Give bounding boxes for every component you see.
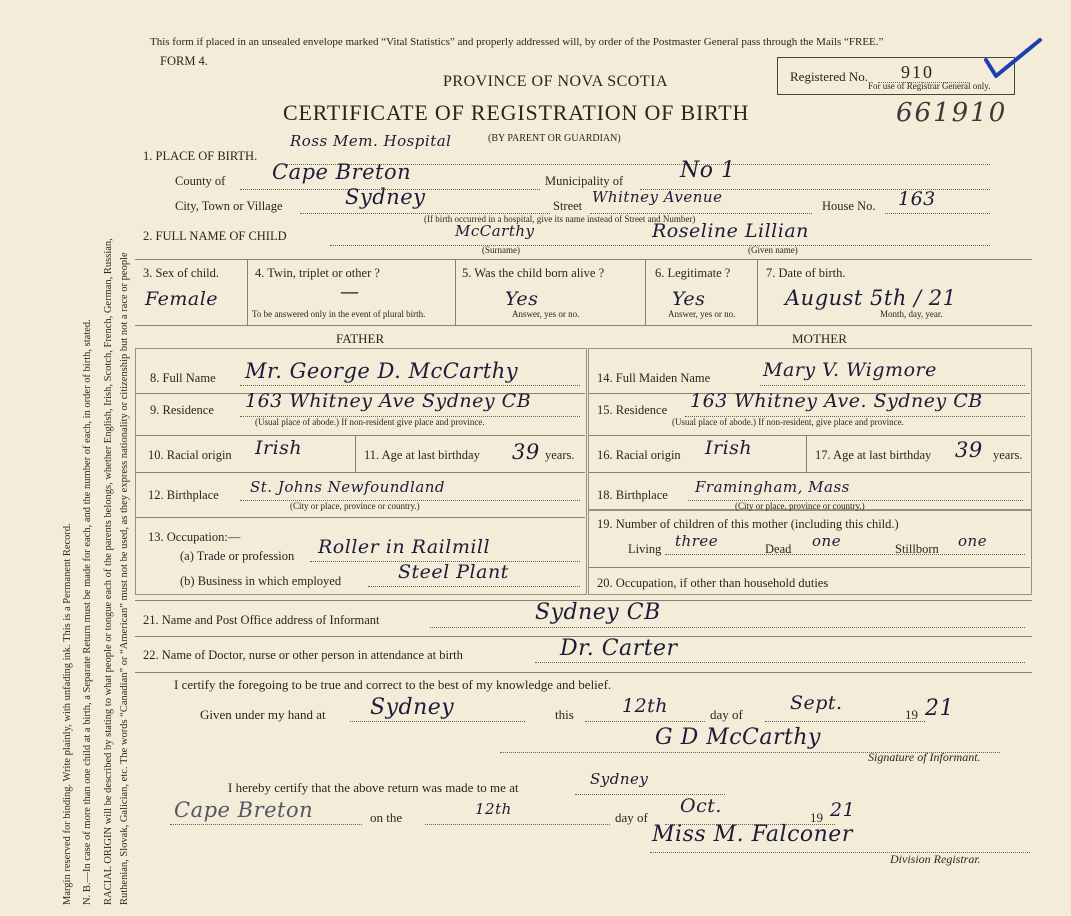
father-age-unit: years.	[545, 448, 575, 462]
alive-value: Yes	[505, 288, 539, 310]
given-day-value: 12th	[622, 695, 669, 717]
mother-birthplace-value: Framingham, Mass	[695, 478, 850, 496]
registrar-signature: Miss M. Falconer	[652, 822, 853, 847]
check-mark-icon	[982, 36, 1044, 82]
legitimate-caption: Answer, yes or no.	[668, 309, 736, 319]
registered-label: Registered No.	[790, 69, 868, 84]
father-residence-value: 163 Whitney Ave Sydney CB	[245, 390, 532, 412]
registrar-year-prefix: 19	[810, 810, 823, 825]
certificate-title: CERTIFICATE OF REGISTRATION OF BIRTH	[283, 100, 750, 125]
informant-value: Sydney CB	[535, 600, 661, 625]
mail-notice: This form if placed in an unsealed envelope marked “Vital Statistics” and properly addressed will, by order of the Postmaster General pass through the Mails “FREE.”	[150, 36, 884, 48]
registered-value: 910	[901, 62, 934, 82]
mother-residence-caption: (Usual place of abode.) If non-resident, give place and province.	[672, 417, 904, 427]
twin-label: 4. Twin, triplet or other ?	[255, 266, 380, 280]
registrar-day-value: 12th	[475, 800, 512, 818]
municipality-value: No 1	[680, 158, 736, 183]
twin-caption: To be answered only in the event of plural birth.	[252, 309, 426, 319]
place-of-birth-label: 1. PLACE OF BIRTH.	[143, 149, 258, 163]
registered-note: For use of Registrar General only.	[868, 81, 991, 91]
doctor-value: Dr. Carter	[560, 636, 678, 661]
house-no-label: House No.	[822, 199, 876, 213]
alive-caption: Answer, yes or no.	[512, 309, 580, 319]
day-of-label: day of	[710, 707, 743, 722]
child-surname-value: McCarthy	[455, 222, 535, 240]
father-business-value: Steel Plant	[398, 561, 509, 583]
child-surname-caption: (Surname)	[482, 245, 520, 255]
father-residence-caption: (Usual place of abode.) If non-resident give place and province.	[255, 417, 485, 427]
father-racial-label: 10. Racial origin	[148, 448, 232, 462]
certificate-handwritten-number: 661910	[896, 98, 1008, 128]
hospital-note: (If birth occurred in a hospital, give its name instead of Street and Number)	[424, 214, 696, 224]
county-label: County of	[175, 174, 226, 188]
mother-dead-value: one	[812, 532, 842, 550]
sex-label: 3. Sex of child.	[143, 266, 220, 280]
registered-box	[777, 57, 1015, 95]
city-label: City, Town or Village	[175, 199, 283, 213]
mother-age-value: 39	[955, 438, 983, 462]
mother-stillborn-label: Stillborn	[895, 542, 939, 556]
sex-value: Female	[145, 288, 219, 310]
doctor-label: 22. Name of Doctor, nurse or other person in attendance at birth	[143, 648, 463, 662]
given-year-value: 21	[925, 696, 954, 721]
mother-dead-label: Dead	[765, 542, 792, 556]
father-birthplace-label: 12. Birthplace	[148, 488, 219, 502]
certificate-subtitle: (BY PARENT OR GUARDIAN)	[488, 133, 621, 144]
margin-note-1: Margin reserved for binding. Write plainly, with unfading ink. This is a Permanent Record.	[62, 523, 73, 905]
house-no-value: 163	[898, 188, 936, 210]
municipality-label: Municipality of	[545, 174, 624, 188]
father-trade-label: (a) Trade or profession	[180, 549, 295, 563]
mother-occupation-label: 20. Occupation, if other than household duties	[597, 576, 829, 590]
mother-name-label: 14. Full Maiden Name	[597, 371, 711, 385]
informant-signature-caption: Signature of Informant.	[868, 750, 981, 764]
child-given-caption: (Given name)	[748, 245, 798, 255]
registrar-county-value: Cape Breton	[174, 798, 314, 822]
city-value: Sydney	[345, 185, 426, 209]
informant-label: 21. Name and Post Office address of Informant	[143, 613, 380, 627]
registrar-statement: I hereby certify that the above return was made to me at	[228, 780, 519, 795]
this-label: this	[555, 707, 574, 722]
father-trade-value: Roller in Railmill	[318, 536, 491, 558]
registrar-place-value: Sydney	[590, 770, 649, 788]
mother-living-label: Living	[628, 542, 662, 556]
legitimate-label: 6. Legitimate ?	[655, 266, 731, 280]
place-of-birth-value: Ross Mem. Hospital	[290, 132, 452, 150]
informant-signature: G D McCarthy	[655, 725, 821, 750]
form-number: FORM 4.	[160, 54, 208, 68]
given-month-value: Sept.	[790, 692, 843, 714]
father-birthplace-value: St. Johns Newfoundland	[250, 478, 446, 496]
given-year-prefix: 19	[905, 707, 918, 722]
child-name-label: 2. FULL NAME OF CHILD	[143, 229, 287, 243]
registrar-signature-caption: Division Registrar.	[890, 852, 981, 866]
mother-racial-label: 16. Racial origin	[597, 448, 681, 462]
father-age-value: 39	[512, 440, 540, 464]
registrar-on-label: on the	[370, 810, 403, 825]
father-residence-label: 9. Residence	[150, 403, 214, 417]
father-heading: FATHER	[336, 331, 385, 346]
province-heading: PROVINCE OF NOVA SCOTIA	[443, 73, 669, 90]
date-of-birth-label: 7. Date of birth.	[766, 266, 846, 280]
given-label: Given under my hand at	[200, 707, 326, 722]
twin-value: —	[340, 281, 360, 303]
alive-label: 5. Was the child born alive ?	[462, 266, 605, 280]
father-business-label: (b) Business in which employed	[180, 574, 342, 588]
county-value: Cape Breton	[272, 160, 412, 184]
child-given-value: Roseline Lillian	[652, 220, 809, 242]
mother-living-value: three	[675, 532, 719, 550]
given-place-value: Sydney	[370, 695, 455, 720]
margin-note-3: RACIAL ORIGIN will be described by stating to what people or tongue each of the parents belongs, whether English, Irish, Scotch, French, German, Russian,	[103, 238, 114, 905]
father-birthplace-caption: (City or place, province or country.)	[290, 501, 420, 511]
street-value: Whitney Avenue	[592, 188, 723, 206]
mother-birthplace-caption: (City or place, province or country.)	[735, 501, 865, 511]
mother-name-value: Mary V. Wigmore	[763, 359, 937, 381]
date-of-birth-value: August 5th / 21	[785, 286, 957, 310]
father-name-label: 8. Full Name	[150, 371, 216, 385]
margin-note-4: Ruthenian, Slovak, Galician, etc. The words “Canadian” or “American” must not be used, as they express nationality or citizenship but not a race or people	[119, 252, 130, 905]
certification-statement: I certify the foregoing to be true and correct to the best of my knowledge and belief.	[174, 677, 612, 692]
mother-residence-label: 15. Residence	[597, 403, 668, 417]
mother-children-label: 19. Number of children of this mother (including this child.)	[597, 517, 899, 531]
mother-age-unit: years.	[993, 448, 1023, 462]
street-label: Street	[553, 199, 583, 213]
registrar-day-label: day of	[615, 810, 648, 825]
mother-heading: MOTHER	[792, 331, 847, 346]
mother-birthplace-label: 18. Birthplace	[597, 488, 668, 502]
date-of-birth-caption: Month, day, year.	[880, 309, 943, 319]
mother-residence-value: 163 Whitney Ave. Sydney CB	[690, 390, 983, 412]
father-name-value: Mr. George D. McCarthy	[245, 359, 519, 383]
mother-racial-value: Irish	[705, 437, 753, 459]
mother-age-label: 17. Age at last birthday	[815, 448, 932, 462]
father-racial-value: Irish	[255, 437, 303, 459]
father-occupation-label: 13. Occupation:—	[148, 530, 241, 544]
father-age-label: 11. Age at last birthday	[364, 448, 480, 462]
margin-note-2: N. B.—In case of more than one child at a birth, a Separate Return must be made for each, and the number of each, in order of birth, stated.	[82, 319, 93, 905]
registrar-month-value: Oct.	[680, 795, 722, 817]
mother-stillborn-value: one	[958, 532, 988, 550]
registrar-year-value: 21	[830, 799, 856, 821]
legitimate-value: Yes	[672, 288, 706, 310]
